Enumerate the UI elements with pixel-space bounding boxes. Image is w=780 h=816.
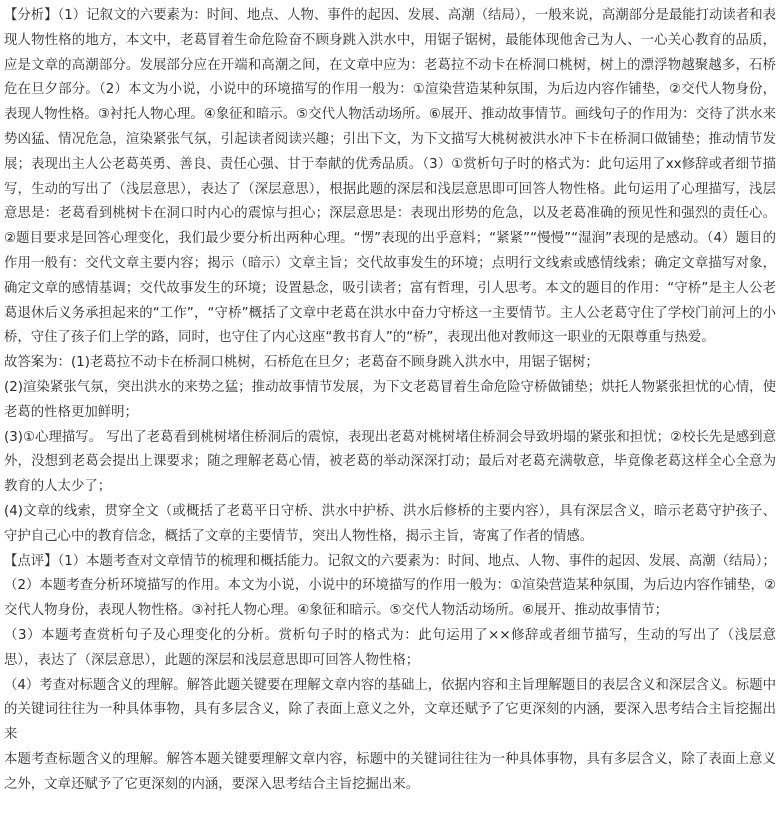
answer-item-4: (4)文章的线索，贯穿全文（或概括了老葛平日守桥、洪水中护桥、洪水后修桥的主要内容），具有深层含义，暗示老葛守护孩子、守护自己心中的教育信念，概括了文章的主要情节，突出人物性格，揭示主旨，寄寓了作者的情感。 (4, 503, 776, 544)
comment-paragraph-3: （3）本题考查赏析句子及心理变化的分析。赏析句子时的格式为：此句运用了××修辞或者细节描写，生动的写出了（浅层意思），表达了（深层意思），此题的深层和浅层意思即可回答人物性格； (4, 627, 776, 668)
answer-item-2: (2)渲染紧张气氛，突出洪水的来势之猛；推动故事情节发展，为下文老葛冒着生命危险守桥做铺垫；烘托人物紧张担忧的心情，使老葛的性格更加鲜明； (4, 379, 776, 420)
comment-paragraph-4: （4）考查对标题含义的理解。解答此题关键要在理解文章内容的基础上，依据内容和主旨理解题目的表层含义和深层含义。标题中的关键词往往为一种具体事物，具有多层含义，除了表面上意义之外，文章还赋予了它更深刻的内涵，要深入思考结合主旨挖掘出来 (4, 677, 776, 743)
answer-item-3: (3)①心理描写。 写出了老葛看到桃树堵住桥洞后的震惊，表现出老葛对桃树堵住桥洞会导致坍塌的紧张和担忧；②校长先是感到意外，没想到老葛会提出上课要求；随之理解老葛心情，被老葛的举动深深打动；最后对老葛充满敬意，毕竟像老葛这样全心全意为教育的人太少了； (4, 429, 776, 495)
analysis-paragraph: 【分析】（1）记叙文的六要素为：时间、地点、人物、事件的起因、发展、高潮（结局），一般来说，高潮部分是最能打动读者和表现人物性格的地方，本文中，老葛冒着生命危险奋不顾身跳入洪水中，用锯子锯树，最能体现他舍己为人、一心关心教育的品质，应是文章的高潮部分。发展部分应在开端和高潮之间，在文章中应为：老葛拉不动卡在桥洞口桃树，树上的漂浮物越聚越多，石桥危在旦夕部分。（2）本文为小说，小说中的环境描写的作用一般为：①渲染营造某种氛围，为后边内容作铺垫，②交代人物身份，表现人物性格。③衬托人物心理。④象征和暗示。⑤交代人物活动场所。⑥展开、推动故事情节。画线句子的作用为：交待了洪水来势凶猛、情况危急，渲染紧张气氛，引起读者阅读兴趣；引出下文，为下文描写大桃树被洪水冲下卡在桥洞口做铺垫；推动情节发展；表现出主人公老葛英勇、善良、责任心强、甘于奉献的优秀品质。（3）①赏析句子时的格式为：此句运用了xx修辞或者细节描写，生动的写出了（浅层意思），表达了（深层意思），根据此题的深层和浅层意思即可回答人物性格。此句运用了心理描写，浅层意思是：老葛看到桃树卡在洞口时内心的震惊与担心；深层意思是：表现出形势的危急，以及老葛准确的预见性和强烈的责任心。②题目要求是回答心理变化，我们最少要分析出两种心理。“愣”表现的出乎意料；“紧紧”“慢慢”“湿润”表现的是感动。（4）题目的作用一般有：交代文章主要内容；揭示（暗示）文章主旨；交代故事发生的环境；点明行文线索或感情线索；确定文章描写对象，确定文章的感情基调；交代故事发生的环境；设置悬念，吸引读者；富有哲理，引人思考。本文的题目的作用：“守桥”是主人公老葛退休后义务承担起来的“工作”，“守桥”概括了文章中老葛在洪水中奋力守桥这一主要情节。主人公老葛守住了学校门前河上的小桥，守住了孩子们上学的路，同时，也守住了内心这座“教书育人”的“桥”，表现出他对教师这一职业的无限尊重与热爱。 (4, 8, 776, 346)
comment-summary-paragraph: 本题考查标题含义的理解。解答本题关键要理解文章内容，标题中的关键词往往为一种具体事物，具有多层含义，除了表面上意义之外，文章还赋予了它更深刻的内涵，要深入思考结合主旨挖掘出来。 (4, 751, 776, 792)
answer-intro-paragraph: 故答案为：(1)老葛拉不动卡在桥洞口桃树，石桥危在旦夕；老葛奋不顾身跳入洪水中，用锯子锯树； (4, 355, 599, 371)
comment-paragraph-1: 【点评】（1）本题考查对文章情节的梳理和概括能力。记叙文的六要素为：时间、地点、人物、事件的起因、发展、高潮（结局）； (4, 553, 776, 569)
comment-paragraph-2: （2）本题考查分析环境描写的作用。本文为小说，小说中的环境描写的作用一般为：①渲染营造某种氛围，为后边内容作铺垫，②交代人物身份，表现人物性格。③衬托人物心理。④象征和暗示。⑤交代人物活动场所。⑥展开、推动故事情节； (4, 578, 776, 619)
